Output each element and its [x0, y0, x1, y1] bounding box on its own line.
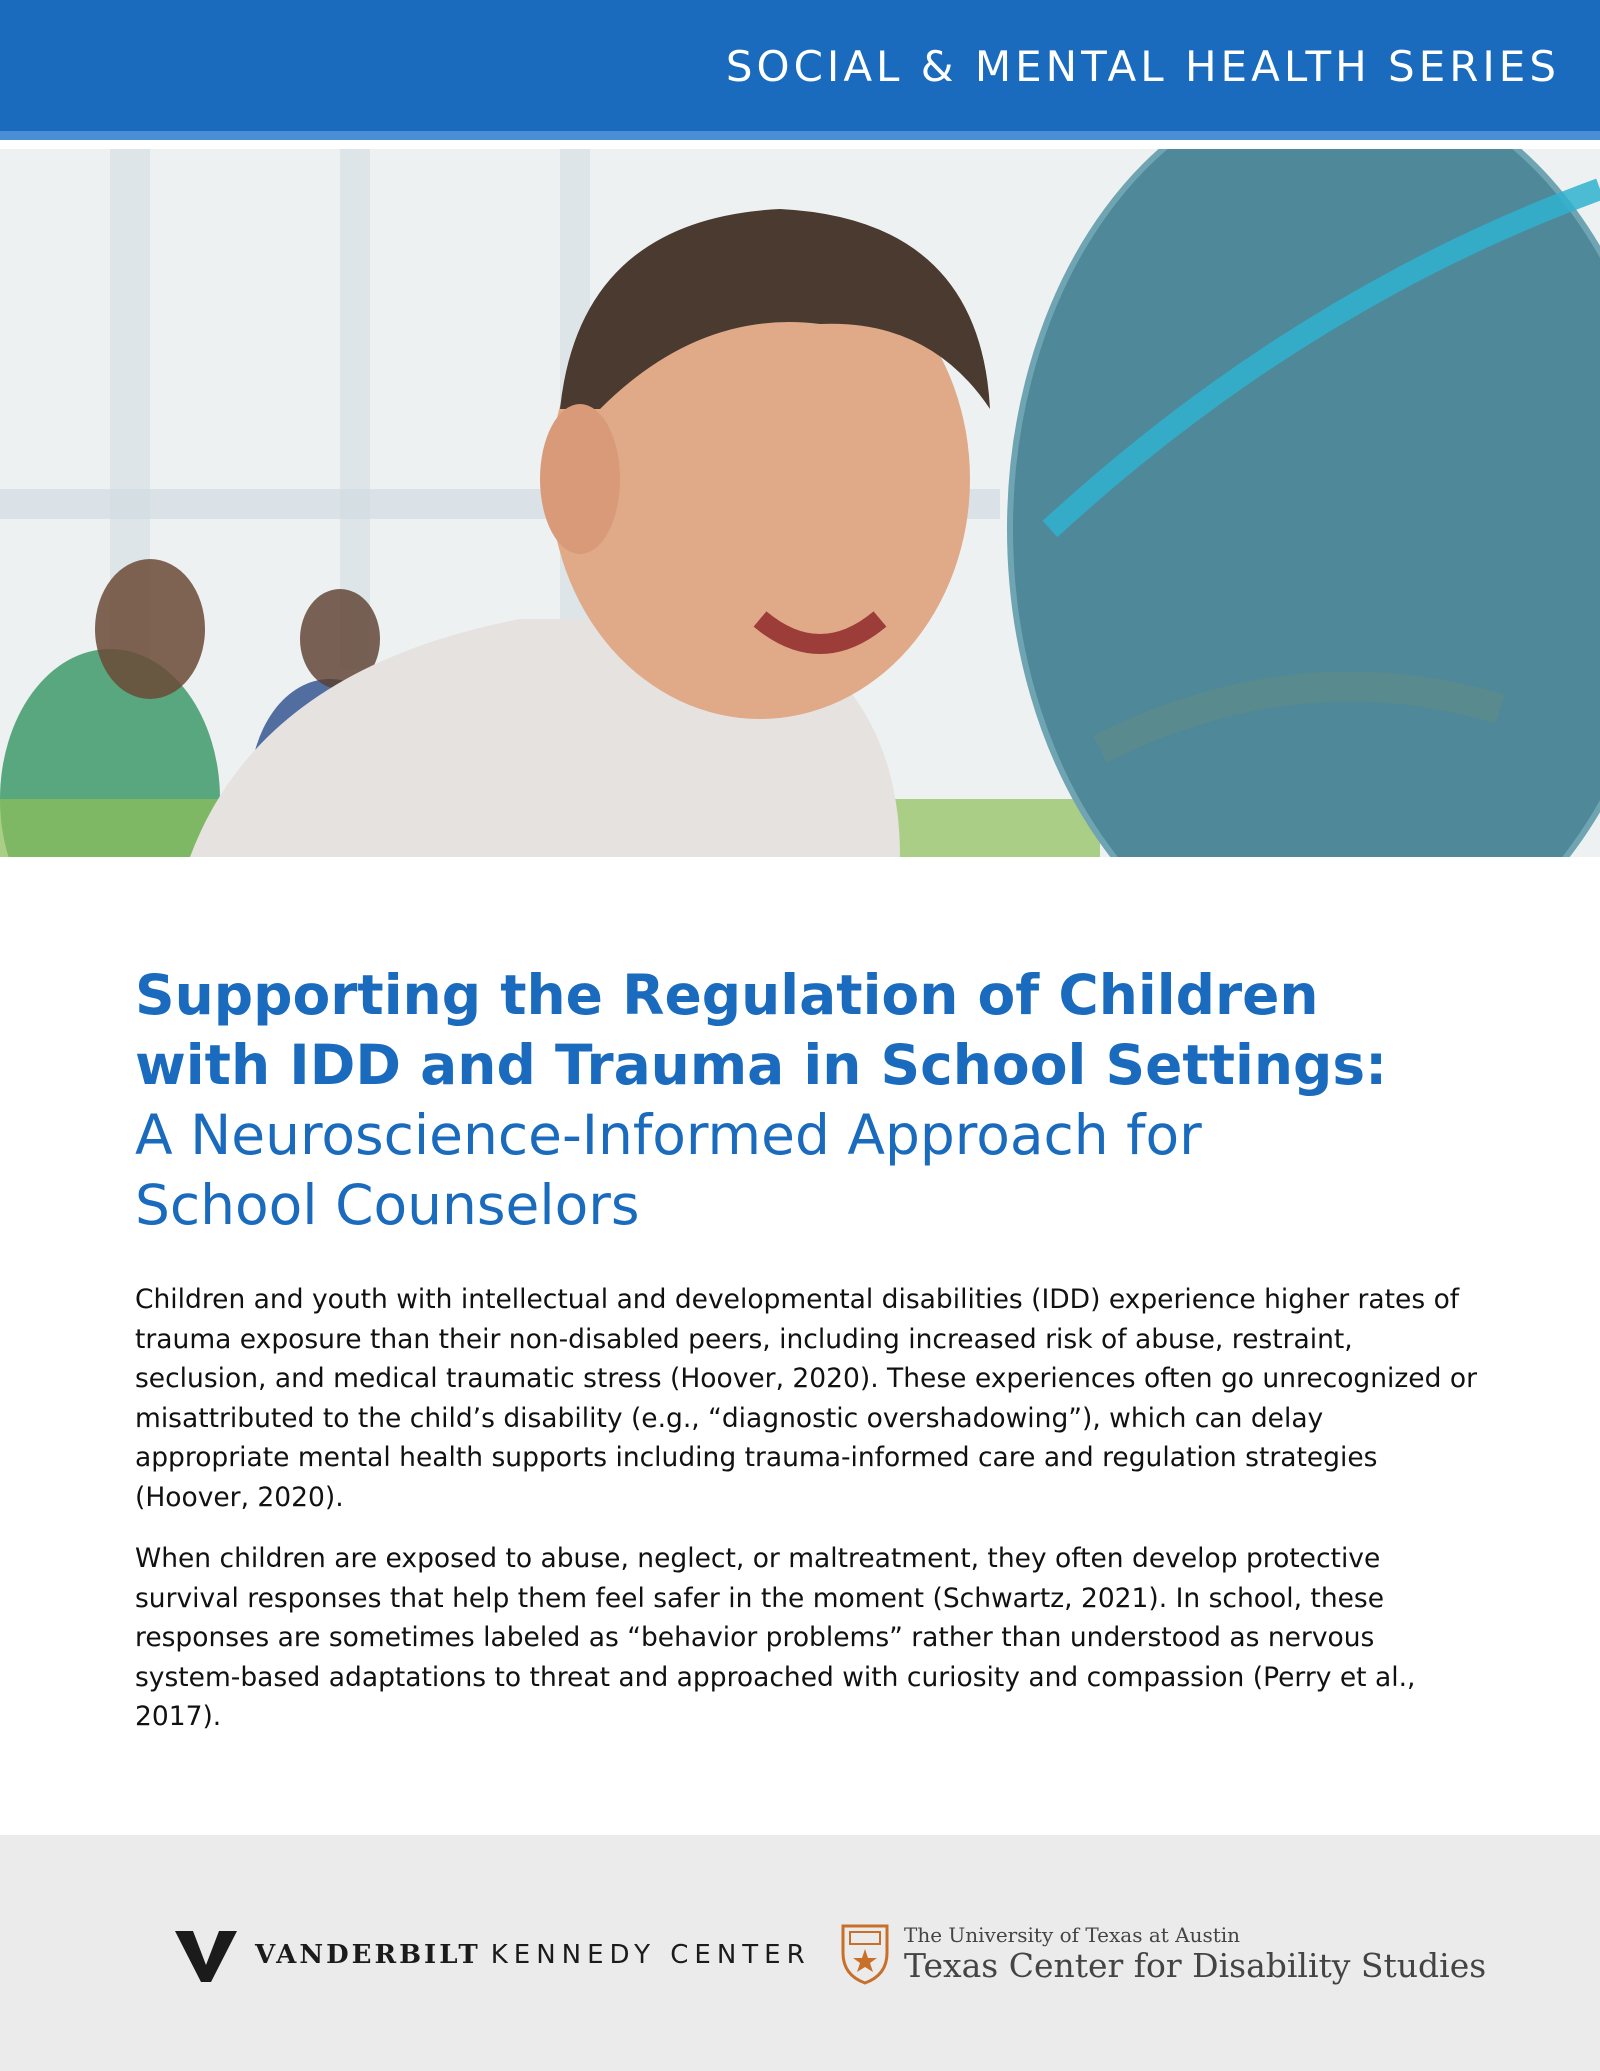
ut-university-name: The University of Texas at Austin [904, 1923, 1241, 1947]
page-title-line-1: Supporting the Regulation of Children [135, 963, 1319, 1027]
vanderbilt-kennedy-center-logo [175, 1927, 811, 1982]
hero-photo-illustration [0, 149, 1600, 857]
series-title: SOCIAL & MENTAL HEALTH SERIES [725, 42, 1560, 91]
footer [0, 1835, 1600, 2071]
page-subtitle-line-1: A Neuroscience-Informed Approach for [135, 1103, 1202, 1167]
vanderbilt-v-oak-leaf-icon [175, 1927, 237, 1982]
tcds-name: Texas Center for Disability Studies [904, 1946, 1487, 1985]
ut-seal-icon [840, 1923, 890, 1985]
header-bar [0, 0, 1600, 140]
ut-austin-tcds-logo [840, 1923, 1486, 1985]
vkc-name-light: KENNEDY CENTER [490, 1939, 811, 1970]
hero-photo [0, 149, 1600, 857]
intro-paragraph: Children and youth with intellectual and developmental disabilities (IDD) experience higher rates of trauma exposure than their non-disabled peers, including increased risk of abuse, restraint, seclusion, and medical traumatic stress (Hoover, 2020). These experiences often go unrecognized or misattributed to the child’s disability (e.g., “diagnostic overshadowing”), which can delay appropriate mental health supports including trauma-informed care and regulation strategies (Hoover, 2020). [135, 1284, 1477, 1513]
second-paragraph: When children are exposed to abuse, neglect, or maltreatment, they often develop protective survival responses that help them feel safer in the moment (Schwartz, 2021). In school, these responses are sometimes labeled as “behavior problems” rather than understood as nervous system-based adaptations to threat and approached with curiosity and compassion (Perry et al., 2017). [135, 1543, 1416, 1732]
header-accent-line [0, 131, 1600, 140]
page-subtitle-line-2: School Counselors [135, 1173, 640, 1237]
main-content [135, 960, 1485, 1737]
vkc-name-bold: VANDERBILT [255, 1939, 481, 1970]
page-title-line-2: with IDD and Trauma in School Settings: [135, 1033, 1388, 1097]
